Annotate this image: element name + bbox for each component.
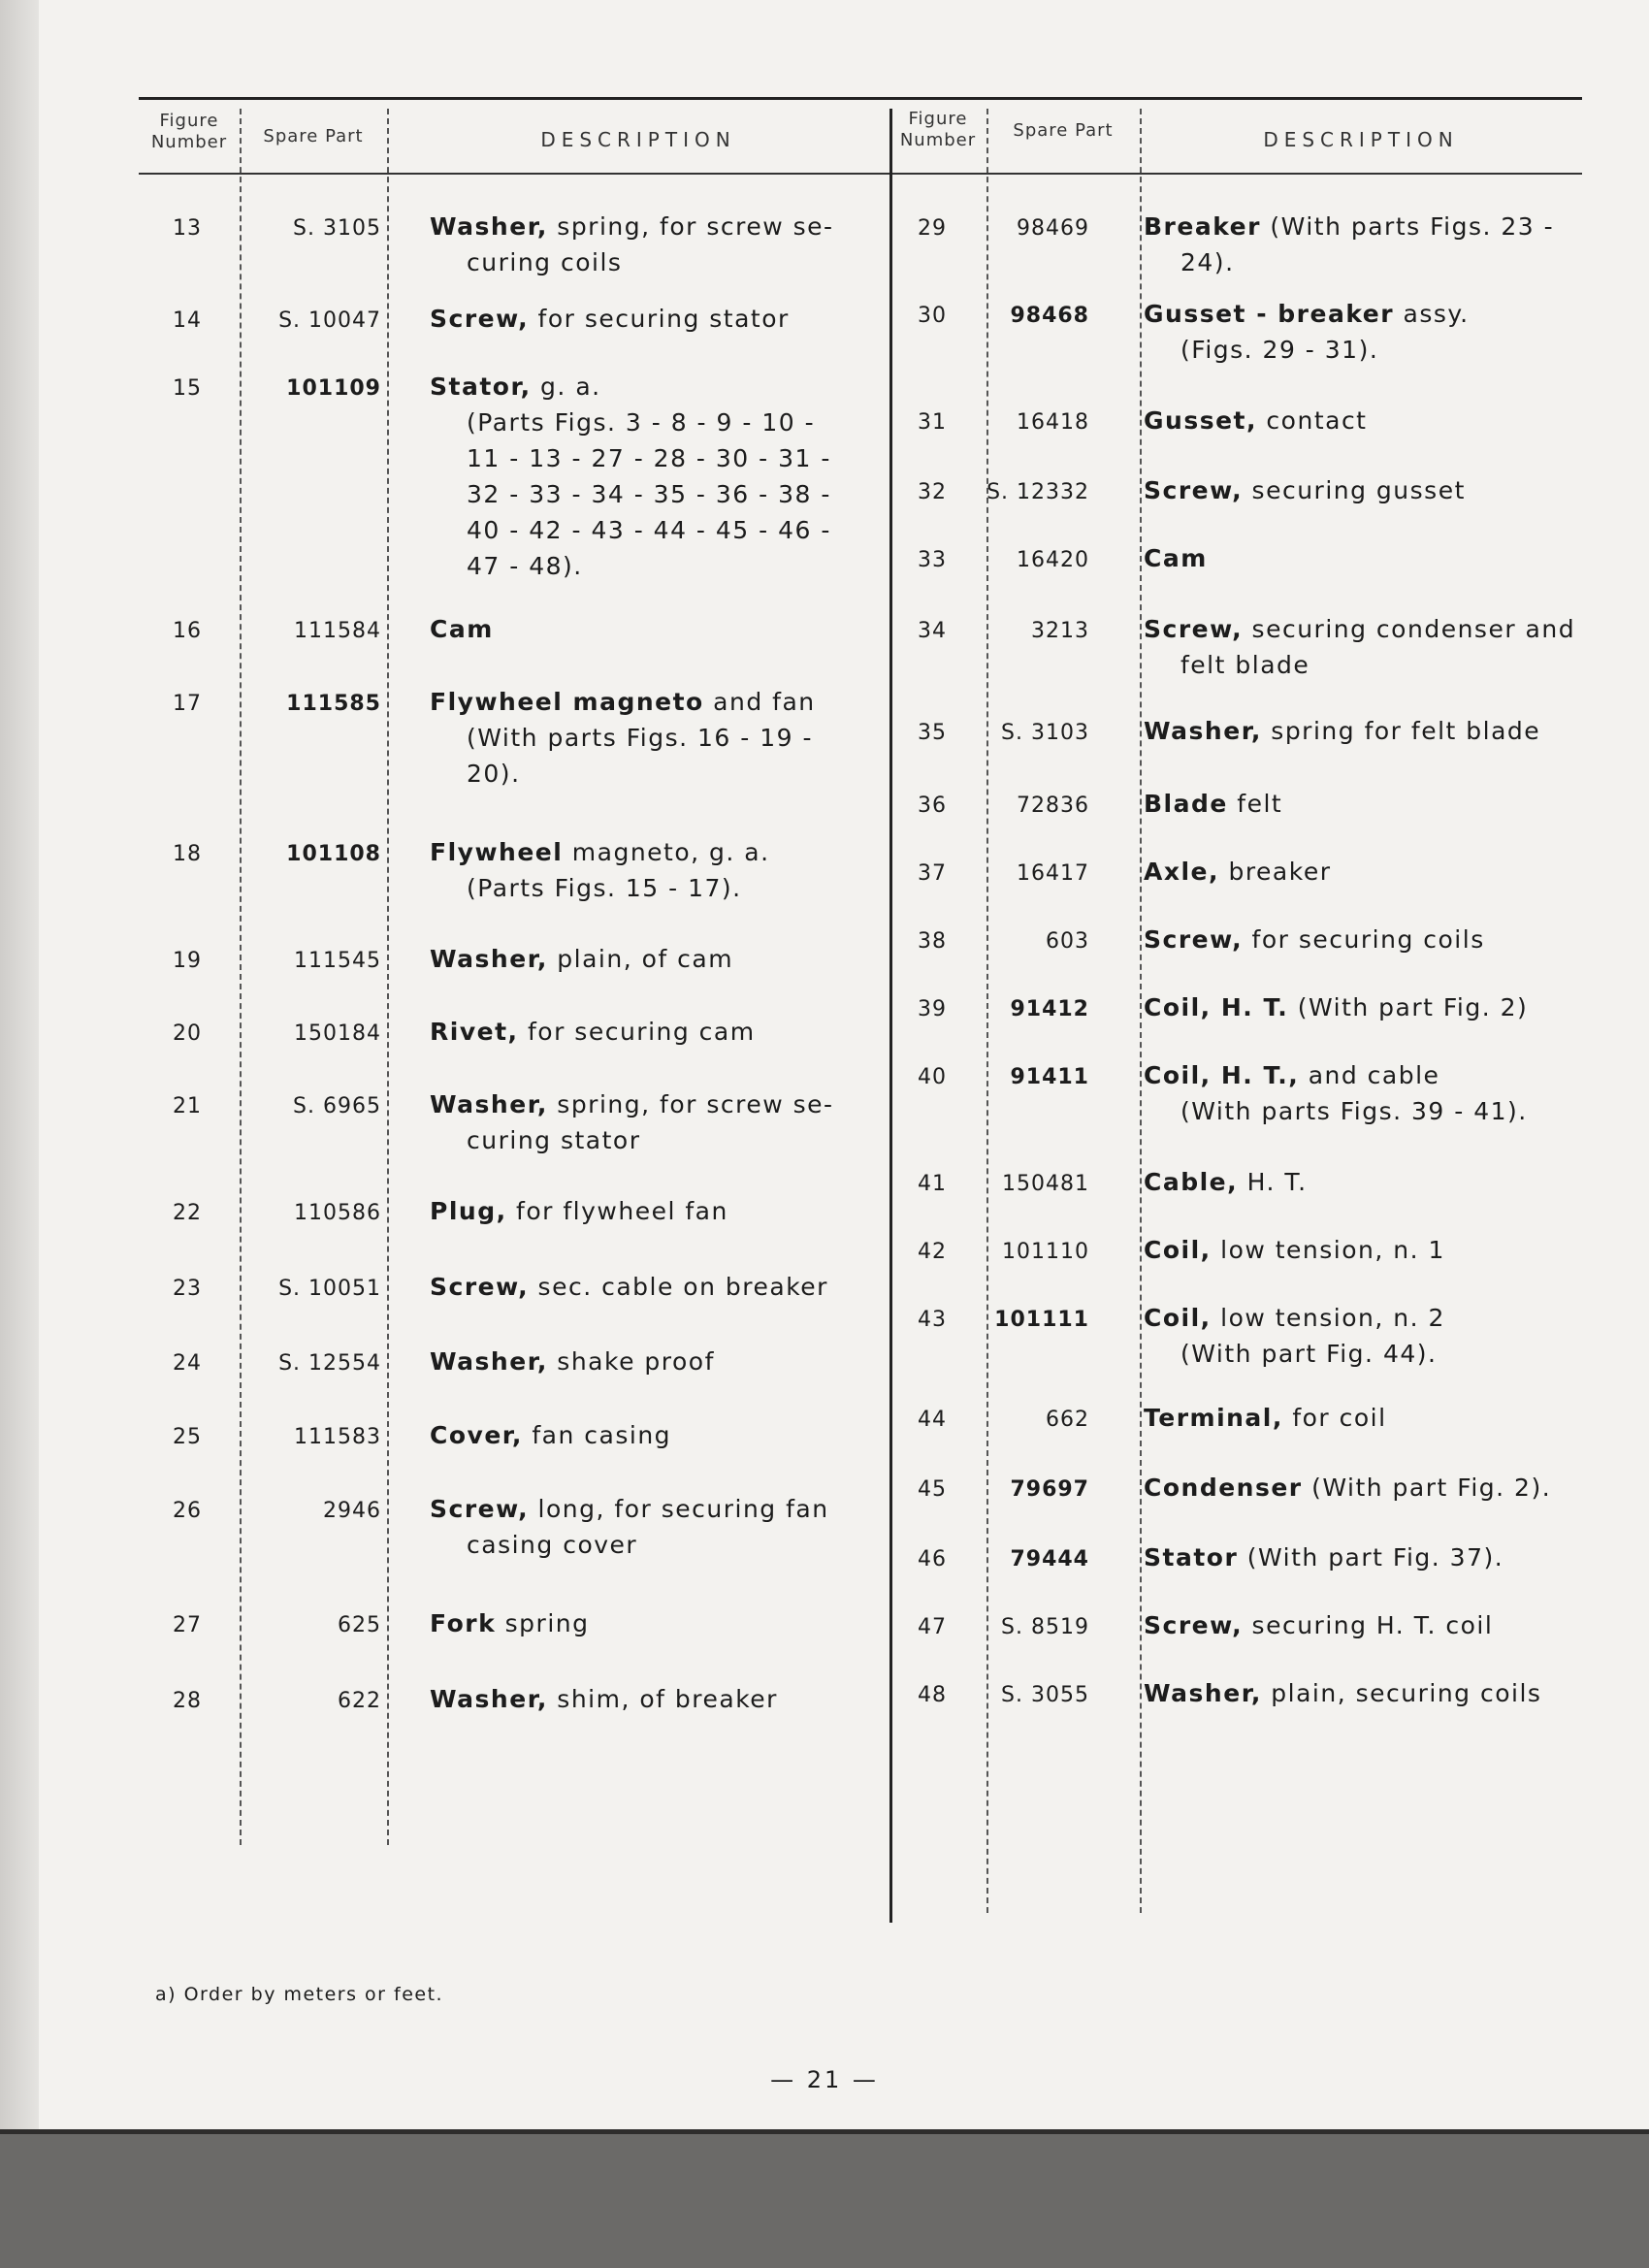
description <box>1144 1057 1609 1129</box>
figure-number: 41 <box>918 1172 947 1196</box>
description <box>430 1086 857 1158</box>
spare-part-number: 2946 <box>323 1499 381 1523</box>
description-title: Blade <box>1144 790 1228 818</box>
description <box>430 1605 857 1641</box>
description-text: breaker <box>1219 858 1332 886</box>
description <box>1144 472 1609 508</box>
description <box>430 1269 857 1305</box>
header-figure-number-right: Figure Number <box>899 109 977 150</box>
description-text: spring for felt blade <box>1261 717 1541 745</box>
description-text: (With part Fig. 2) <box>1288 993 1529 1021</box>
description <box>1144 1470 1609 1506</box>
figure-number: 25 <box>173 1425 202 1449</box>
spare-part-number: S. 6965 <box>293 1094 381 1118</box>
description-continuation: 11 - 13 - 27 - 28 - 30 - 31 - <box>467 444 831 472</box>
figure-number: 18 <box>173 842 202 866</box>
description-title: Washer, <box>430 1347 548 1376</box>
description-text: (With part Fig. 2). <box>1302 1474 1552 1502</box>
description <box>430 684 857 792</box>
spare-part-number: S. 3055 <box>1001 1683 1089 1707</box>
figure-number: 48 <box>918 1683 947 1707</box>
description-text: securing gusset <box>1243 476 1466 504</box>
description <box>1144 786 1609 822</box>
description-title: Screw, <box>430 1273 530 1301</box>
description-title: Stator, <box>430 373 532 401</box>
description-title: Condenser <box>1144 1474 1303 1502</box>
description <box>1144 403 1609 438</box>
figure-number: 21 <box>173 1094 202 1118</box>
description-text: plain, securing coils <box>1261 1679 1542 1707</box>
figure-number: 46 <box>918 1547 947 1571</box>
figure-number: 34 <box>918 619 947 643</box>
description-continuation: casing cover <box>467 1531 638 1559</box>
description-title: Cam <box>1144 544 1208 572</box>
description <box>1144 540 1609 576</box>
figure-number: 45 <box>918 1477 947 1502</box>
spare-part-number: 72836 <box>1017 794 1089 818</box>
description-text: long, for securing fan <box>529 1495 829 1523</box>
header-spare-part-left: Spare Part <box>263 126 364 146</box>
description <box>1144 1164 1609 1200</box>
description-text: for coil <box>1282 1404 1387 1432</box>
spare-part-number: S. 3105 <box>293 216 381 241</box>
figure-number: 16 <box>173 619 202 643</box>
description-text: contact <box>1256 406 1368 435</box>
description-title: Screw, <box>1144 476 1244 504</box>
description-title: Stator <box>1144 1543 1239 1571</box>
description-title: Flywheel magneto <box>430 688 704 716</box>
figure-number: 40 <box>918 1065 947 1089</box>
description-text: g. a. <box>531 373 601 401</box>
spare-part-number: S. 10051 <box>278 1277 381 1301</box>
description-text: for securing coils <box>1243 925 1485 954</box>
table-top-rule <box>139 97 1582 100</box>
spare-part-number: 625 <box>338 1613 381 1637</box>
figure-number: 19 <box>173 949 202 973</box>
description-continuation: curing coils <box>467 248 623 276</box>
description-text: low tension, n. 1 <box>1211 1236 1445 1264</box>
figure-number: 29 <box>918 216 947 241</box>
description-title: Coil, <box>1144 1236 1212 1264</box>
description-text: securing condenser and <box>1243 615 1576 643</box>
description-continuation: (With part Fig. 44). <box>1180 1340 1438 1368</box>
description-title: Washer, <box>430 1685 548 1713</box>
description-text: and cable <box>1299 1061 1440 1089</box>
figure-number: 39 <box>918 997 947 1021</box>
description <box>430 1681 857 1717</box>
description <box>1144 1675 1609 1711</box>
description-title: Screw, <box>430 1495 530 1523</box>
parts-table <box>139 97 1582 1930</box>
description <box>1144 1400 1609 1436</box>
spare-part-number: 79444 <box>1010 1547 1089 1571</box>
description <box>430 209 857 280</box>
spare-part-number: S. 8519 <box>1001 1615 1089 1639</box>
description-title: Screw, <box>1144 615 1244 643</box>
description-title: Coil, <box>1144 1304 1212 1332</box>
description-continuation: (With parts Figs. 16 - 19 - <box>467 724 814 752</box>
figure-number: 35 <box>918 721 947 745</box>
figure-number: 26 <box>173 1499 202 1523</box>
header-figure-number-left: Figure Number <box>150 111 228 152</box>
description <box>1144 1232 1609 1268</box>
page-number: — 21 — <box>770 2066 879 2093</box>
description <box>1144 209 1609 280</box>
description <box>1144 1539 1609 1575</box>
description-title: Screw, <box>430 305 530 333</box>
figure-number: 24 <box>173 1351 202 1376</box>
spare-part-number: 91411 <box>1010 1065 1089 1089</box>
description <box>430 1014 857 1050</box>
spare-part-number: 603 <box>1046 929 1089 954</box>
figure-number: 27 <box>173 1613 202 1637</box>
spare-part-number: 91412 <box>1010 997 1089 1021</box>
description-text: for securing stator <box>529 305 790 333</box>
description-text: felt <box>1227 790 1283 818</box>
description <box>430 1491 857 1563</box>
description <box>1144 1607 1609 1643</box>
description <box>430 1193 857 1229</box>
description-continuation: 47 - 48). <box>467 552 583 580</box>
description-title: Washer, <box>1144 1679 1262 1707</box>
description-title: Washer, <box>1144 717 1262 745</box>
spare-part-number: 16420 <box>1017 548 1089 572</box>
spare-part-number: S. 12554 <box>278 1351 381 1376</box>
description <box>430 369 857 584</box>
spare-part-number: 101110 <box>1002 1240 1089 1264</box>
spare-part-number: 101111 <box>994 1308 1089 1332</box>
description <box>1144 922 1609 957</box>
description <box>430 1417 857 1453</box>
spare-part-number: S. 12332 <box>986 480 1089 504</box>
description-text: H. T. <box>1238 1168 1308 1196</box>
description-continuation: 32 - 33 - 34 - 35 - 36 - 38 - <box>467 480 831 508</box>
figure-number: 38 <box>918 929 947 954</box>
spare-part-number: 111585 <box>286 692 381 716</box>
figure-number: 22 <box>173 1201 202 1225</box>
figure-number: 31 <box>918 410 947 435</box>
description <box>1144 296 1609 368</box>
header-description-left: DESCRIPTION <box>540 128 736 151</box>
figure-number: 23 <box>173 1277 202 1301</box>
spare-part-number: 101108 <box>286 842 381 866</box>
description-text: shake proof <box>547 1347 715 1376</box>
description-title: Rivet, <box>430 1018 519 1046</box>
description-text: fan casing <box>522 1421 672 1449</box>
description-continuation: felt blade <box>1180 651 1310 679</box>
description-continuation: (Figs. 29 - 31). <box>1180 336 1379 364</box>
description-title: Washer, <box>430 945 548 973</box>
spare-part-number: 16417 <box>1017 861 1089 886</box>
description <box>430 301 857 337</box>
spare-part-number: 79697 <box>1010 1477 1089 1502</box>
description-continuation: 24). <box>1180 248 1235 276</box>
description-text: spring <box>496 1609 590 1637</box>
description-continuation: (With parts Figs. 39 - 41). <box>1180 1097 1528 1125</box>
spare-part-number: 16418 <box>1017 410 1089 435</box>
description-title: Washer, <box>430 1090 548 1118</box>
description-continuation: 40 - 42 - 43 - 44 - 45 - 46 - <box>467 516 831 544</box>
description-title: Flywheel <box>430 838 564 866</box>
description-text: spring, for screw se- <box>547 1090 834 1118</box>
figure-number: 44 <box>918 1408 947 1432</box>
description-title: Gusset - breaker <box>1144 300 1395 328</box>
spare-part-number: 111583 <box>294 1425 381 1449</box>
description-title: Axle, <box>1144 858 1219 886</box>
description-title: Washer, <box>430 212 548 241</box>
figure-number: 30 <box>918 304 947 328</box>
description-text: (With part Fig. 37). <box>1238 1543 1504 1571</box>
description-title: Coil, H. T. <box>1144 993 1289 1021</box>
description-text: shim, of breaker <box>547 1685 778 1713</box>
description-title: Fork <box>430 1609 497 1637</box>
figure-number: 43 <box>918 1308 947 1332</box>
table-header-rule <box>139 173 1582 175</box>
description <box>1144 989 1609 1025</box>
description-title: Cable, <box>1144 1168 1239 1196</box>
spare-part-number: 150184 <box>294 1021 381 1046</box>
spare-part-number: 101109 <box>286 376 381 401</box>
description-title: Screw, <box>1144 1611 1244 1639</box>
spare-part-number: 98469 <box>1017 216 1089 241</box>
header-description-right: DESCRIPTION <box>1263 128 1459 151</box>
description-text: magneto, g. a. <box>563 838 770 866</box>
background-strip <box>0 2134 1649 2268</box>
figure-number: 42 <box>918 1240 947 1264</box>
spare-part-number: 110586 <box>294 1201 381 1225</box>
description-title: Gusset, <box>1144 406 1257 435</box>
description-title: Breaker <box>1144 212 1261 241</box>
divider-left-part <box>387 109 389 1845</box>
figure-number: 20 <box>173 1021 202 1046</box>
description-continuation: curing stator <box>467 1126 641 1154</box>
description-title: Cam <box>430 615 494 643</box>
spare-part-number: 111545 <box>294 949 381 973</box>
figure-number: 17 <box>173 692 202 716</box>
description-title: Coil, H. T., <box>1144 1061 1300 1089</box>
description <box>1144 854 1609 890</box>
figure-number: 32 <box>918 480 947 504</box>
header-spare-part-right: Spare Part <box>1013 120 1114 141</box>
description-text: spring, for screw se- <box>547 212 834 241</box>
description <box>430 834 857 906</box>
description <box>1144 1300 1609 1372</box>
description <box>430 1344 857 1379</box>
figure-number: 14 <box>173 308 202 333</box>
divider-right-part <box>1140 109 1142 1913</box>
description-text: assy. <box>1394 300 1470 328</box>
footnote: a) Order by meters or feet. <box>155 1984 444 2005</box>
figure-number: 47 <box>918 1615 947 1639</box>
description-title: Cover, <box>430 1421 523 1449</box>
description <box>1144 611 1609 683</box>
figure-number: 15 <box>173 376 202 401</box>
description-text: for securing cam <box>518 1018 756 1046</box>
spare-part-number: S. 10047 <box>278 308 381 333</box>
description-continuation: (Parts Figs. 3 - 8 - 9 - 10 - <box>467 408 816 437</box>
divider-left-fig <box>240 109 242 1845</box>
figure-number: 13 <box>173 216 202 241</box>
spare-part-number: 662 <box>1046 1408 1089 1432</box>
spare-part-number: 111584 <box>294 619 381 643</box>
description <box>430 611 857 647</box>
figure-number: 33 <box>918 548 947 572</box>
description-text: sec. cable on breaker <box>529 1273 828 1301</box>
description-text: for flywheel fan <box>506 1197 728 1225</box>
figure-number: 36 <box>918 794 947 818</box>
description <box>1144 713 1609 749</box>
spare-part-number: 622 <box>338 1689 381 1713</box>
description-continuation: (Parts Figs. 15 - 17). <box>467 874 742 902</box>
description-title: Screw, <box>1144 925 1244 954</box>
description-text: plain, of cam <box>547 945 734 973</box>
description <box>430 941 857 977</box>
figure-number: 37 <box>918 861 947 886</box>
spare-part-number: S. 3103 <box>1001 721 1089 745</box>
spare-part-number: 98468 <box>1010 304 1089 328</box>
spare-part-number: 150481 <box>1002 1172 1089 1196</box>
description-text: securing H. T. coil <box>1243 1611 1494 1639</box>
description-text: and fan <box>703 688 816 716</box>
description-title: Plug, <box>430 1197 507 1225</box>
description-text: low tension, n. 2 <box>1211 1304 1445 1332</box>
spare-part-number: 3213 <box>1031 619 1089 643</box>
description-title: Terminal, <box>1144 1404 1283 1432</box>
description-continuation: 20). <box>467 760 521 788</box>
description-text: (With parts Figs. 23 - <box>1260 212 1555 241</box>
figure-number: 28 <box>173 1689 202 1713</box>
